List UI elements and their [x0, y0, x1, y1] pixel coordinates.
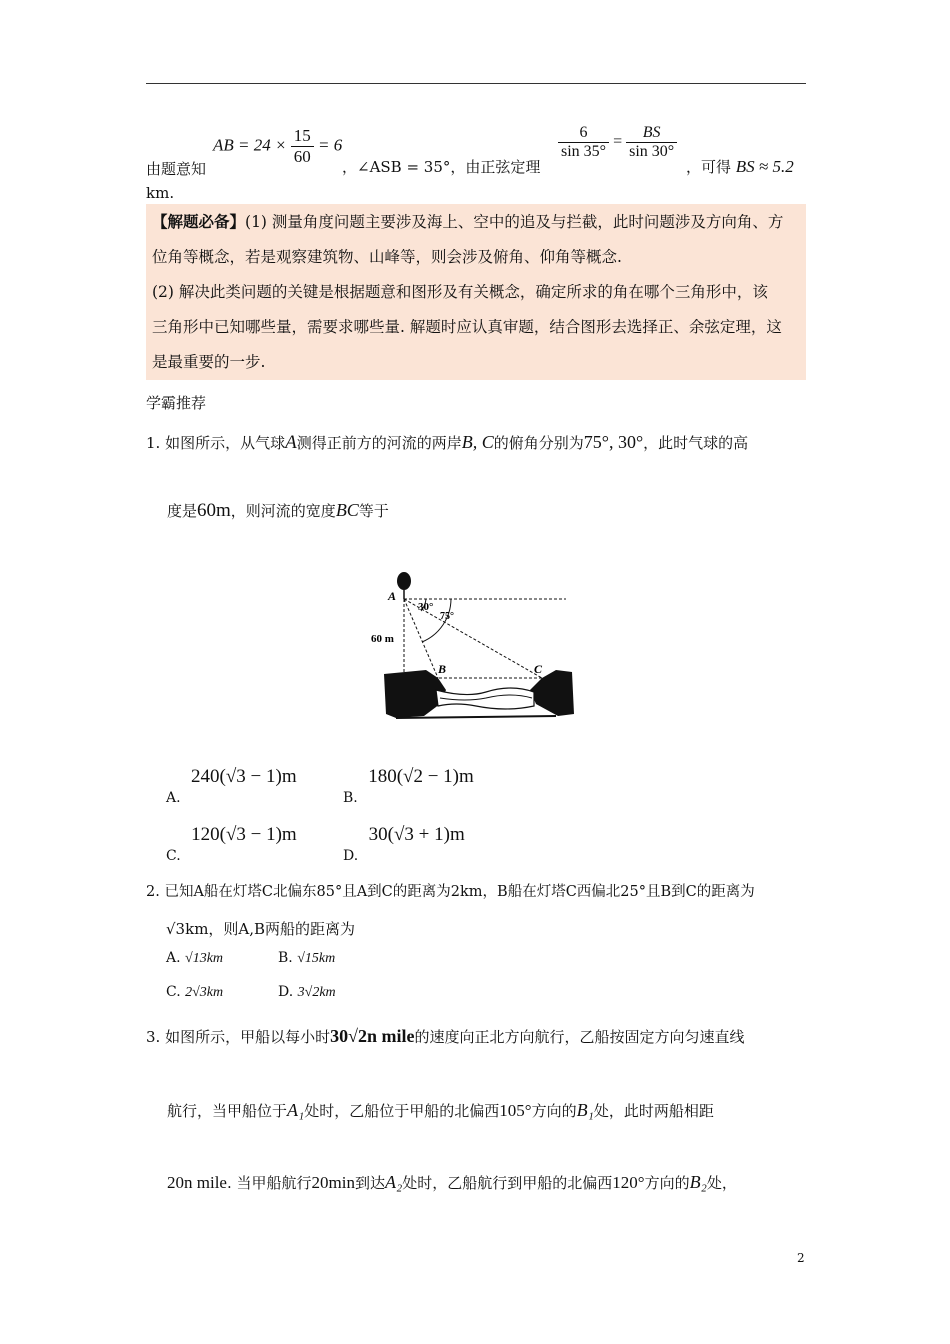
tip-line-3: (2) 解决此类问题的关键是根据题意和图形及有关概念，确定所求的角在哪个三角形中，该	[152, 283, 768, 301]
q3-line-2: 航行，当甲船位于A₁处时，乙船位于甲船的北偏西105°方向的B₁处，此时两船相距	[167, 1100, 714, 1120]
fig-label-75: 75°	[440, 611, 454, 622]
q2-line-2: √3km，则A,B两船的距离为	[166, 920, 356, 938]
derivation-unit: km.	[146, 184, 175, 202]
q1-option-c[interactable]: C. 120(√3 − 1)m	[166, 824, 297, 864]
q2-option-c[interactable]: C. 2√3km	[166, 984, 224, 1000]
q3-line-3: 20n mile. 当甲船航行20min到达A₂处时，乙船航行到甲船的北偏西120°方向的B₂处，	[167, 1172, 737, 1192]
derivation-angle: ，∠ASB = 35°，由正弦定理	[342, 158, 541, 176]
fig-label-60m: 60 m	[371, 633, 394, 645]
q1-line-2: 度是60m，则河流的宽度BC等于	[167, 500, 389, 521]
derivation-prefix: 由题意知	[146, 160, 207, 178]
tip-line-4: 三角形中已知哪些量，需要求哪些量. 解题时应认真审题，结合图形去选择正、余弦定理，这	[152, 318, 782, 336]
tip-box	[146, 204, 806, 380]
derivation-ab: AB = 24 × $\frac{15}{60}$ = 6	[213, 126, 343, 166]
q1-option-d[interactable]: D. 30(√3 + 1)m	[343, 824, 465, 864]
page-number: 2	[797, 1251, 805, 1265]
q1-option-b[interactable]: B. 180(√2 − 1)m	[343, 766, 474, 806]
fig-label-30: 30°	[418, 601, 434, 613]
q2-line-1: 2. 已知A船在灯塔C北偏东85°且A到C的距离为2km，B船在灯塔C西偏北25°且B到C的距离为	[146, 884, 755, 900]
sine-rule: $\frac{6}{\sin 35^\circ}$ = $\frac{BS}{\sin 30^\circ}$	[558, 124, 677, 161]
fig-label-c: C	[534, 662, 543, 676]
balloon-river-figure	[366, 566, 576, 724]
balloon-icon	[397, 572, 411, 590]
header-rule	[146, 83, 806, 84]
q1-option-a[interactable]: A. 240(√3 − 1)m	[166, 766, 297, 806]
q1-line-1: 1. 如图所示，从气球A测得正前方的河流的两岸B, C的俯角分别为75°, 30°，此时气球的高	[146, 432, 749, 453]
q3-line-1: 3. 如图所示，甲船以每小时30√2n mile的速度向正北方向航行，乙船按固定方向匀速直线	[146, 1026, 745, 1046]
section-title: 学霸推荐	[146, 394, 207, 412]
tip-line-2: 位角等概念，若是观察建筑物、山峰等，则会涉及俯角、仰角等概念.	[152, 248, 622, 266]
fig-label-b: B	[438, 662, 447, 676]
q2-option-d[interactable]: D. 3√2km	[278, 984, 336, 1000]
fraction-15-60: $\frac{15}{60}$	[291, 126, 314, 167]
q2-option-a[interactable]: A. √13km	[166, 950, 224, 966]
fig-label-a: A	[388, 589, 397, 603]
tip-line-5: 是最重要的一步.	[152, 353, 266, 371]
derivation-result: ，可得 BS ≈ 5.2	[686, 157, 794, 176]
tip-line-1: 【解题必备】(1) 测量角度问题主要涉及海上、空中的追及与拦截，此时问题涉及方向角、方	[152, 212, 784, 231]
q2-option-b[interactable]: B. √15km	[278, 950, 336, 966]
